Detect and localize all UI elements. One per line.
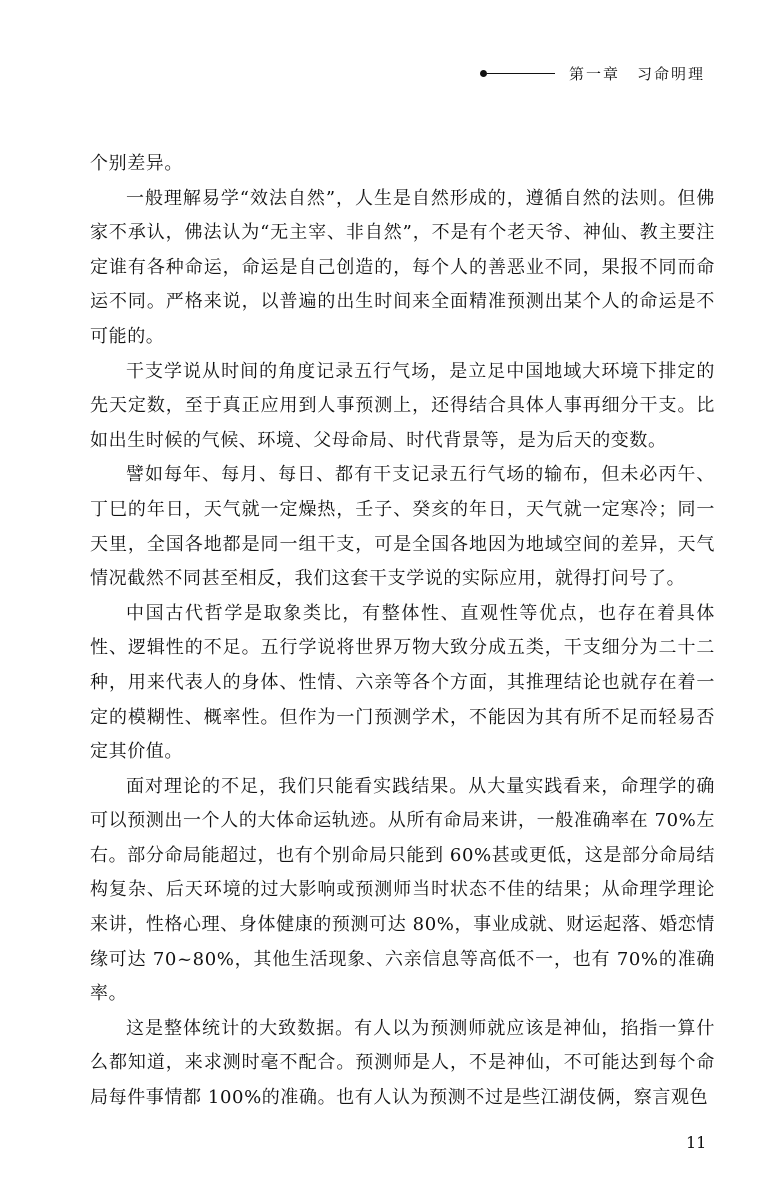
paragraph-3: 干支学说从时间的角度记录五行气场，是立足中国地域大环境下排定的先天定数，至于真正应用到人事预测上，还得结合具体人事再细分干支。比如出生时候的气候、环境、父母命局、时代背景等，是为后天的变数。 bbox=[90, 360, 715, 451]
header-rule bbox=[487, 73, 555, 74]
header-bullet-dot bbox=[480, 70, 487, 77]
page-number: 11 bbox=[686, 1133, 707, 1152]
running-header bbox=[480, 58, 720, 88]
paragraph-2: 一般理解易学“效法自然”，人生是自然形成的，遵循自然的法则。但佛家不承认，佛法认为“无主宰、非自然”，不是有个老天爷、神仙、教主要注定谁有各种命运，命运是自己创造的，每个人的善恶业不同，果报不同而命运不同。严格来说，以普遍的出生时间来全面精准预测出某个人的命运是不可能的。 bbox=[90, 187, 715, 347]
paragraph-5: 中国古代哲学是取象类比，有整体性、直观性等优点，也存在着具体性、逻辑性的不足。五行学说将世界万物大致分成五类，干支细分为二十二种，用来代表人的身体、性情、六亲等各个方面，其推理结论也就存在着一定的模糊性、概率性。但作为一门预测学术，不能因为其有所不足而轻易否定其价值。 bbox=[90, 602, 715, 763]
body-text bbox=[90, 147, 715, 1116]
paragraph-6: 面对理论的不足，我们只能看实践结果。从大量实践看来，命理学的确可以预测出一个人的大体命运轨迹。从所有命局来讲，一般准确率在 70%左右。部分命局能超过，也有个别命局只能到 60%甚或更低，这是部分命局结构复杂、后天环境的过大影响或预测师当时状态不佳的结果；从命理学理论来讲，性格心理、身体健康的预测可达 80%，事业成就、财运起落、婚恋情缘可达 70~80%，其他生活现象、六亲信息等高低不一，也有 70%的准确率。 bbox=[90, 775, 715, 1005]
chapter-title: 第一章 习命明理 bbox=[569, 64, 706, 83]
paragraph-1: 个别差异。 bbox=[90, 153, 183, 174]
paragraph-4: 譬如每年、每月、每日、都有干支记录五行气场的输布，但未必丙午、丁巳的年日，天气就一定燥热，壬子、癸亥的年日，天气就一定寒冷；同一天里，全国各地都是同一组干支，可是全国各地因为地域空间的差异，天气情况截然不同甚至相反，我们这套干支学说的实际应用，就得打问号了。 bbox=[90, 464, 715, 590]
paragraph-7: 这是整体统计的大致数据。有人以为预测师就应该是神仙，掐指一算什么都知道，来求测时毫不配合。预测师是人，不是神仙，不可能达到每个命局每件事情都 100%的准确。也有人认为预测不过是些江湖伎俩，察言观色 bbox=[90, 1017, 715, 1109]
